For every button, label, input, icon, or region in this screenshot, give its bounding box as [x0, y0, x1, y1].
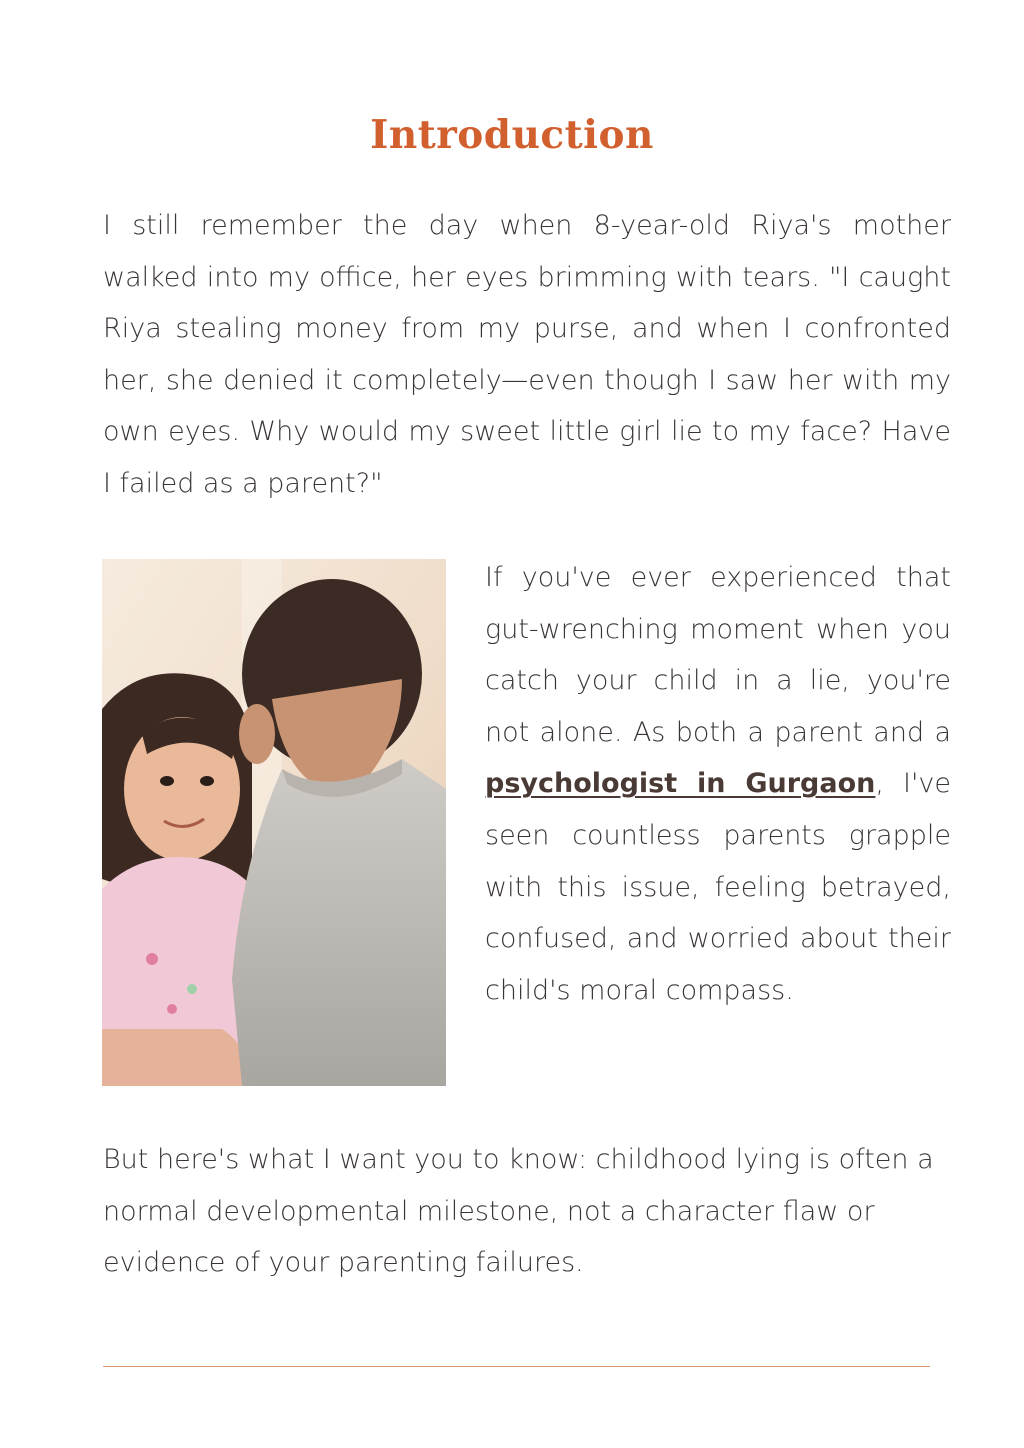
empathy-text-after-link: , I've seen countless parents grapple with this issue, feeling betrayed, confused, and worried about their child's moral compass.: [485, 768, 952, 1006]
father-daughter-photo: [102, 559, 446, 1086]
empathy-paragraph: [485, 552, 951, 1016]
empathy-text-before-link: If you've ever experienced that gut-wrenching moment when you catch your child in a lie, you're not alone. As both a parent and a: [485, 562, 951, 748]
reassurance-paragraph: But here's what I want you to know: childhood lying is often a normal developmental milestone, not a character flaw or evidence of your parenting failures.: [103, 1144, 934, 1279]
page-title: Introduction: [370, 112, 654, 158]
footer-divider: [103, 1366, 930, 1367]
psychologist-link[interactable]: psychologist in Gurgaon: [485, 768, 876, 800]
intro-paragraph: I still remember the day when 8-year-old Riya's mother walked into my office, her eyes brimming with tears. "I caught Riya stealing money from my purse, and when I confronted her, she denied it completely—even though I saw her with my own eyes. Why would my sweet little girl lie to my face? Have I failed as a parent?": [103, 210, 951, 499]
